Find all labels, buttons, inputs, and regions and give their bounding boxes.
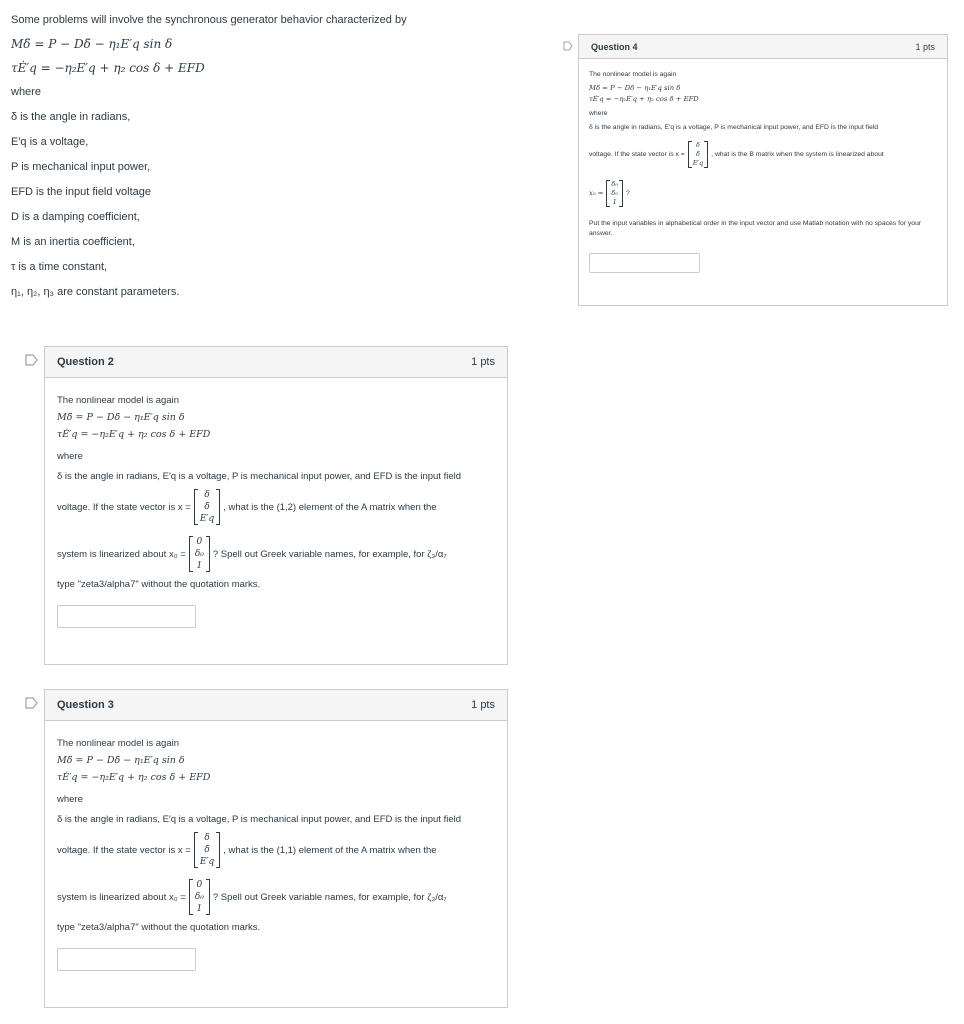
question-3-answer-input[interactable] xyxy=(57,948,196,971)
question-2-state-post: , what is the (1,2) element of the A matrix when the xyxy=(223,501,437,513)
question-3-lin-vector xyxy=(189,879,210,915)
question-4-body xyxy=(579,59,947,273)
question-3-definition: δ is the angle in radians, E′q is a voltage, P is mechanical input power, and EFD is the input field xyxy=(57,814,462,825)
question-2-card xyxy=(44,346,508,665)
bookmark-flag-icon xyxy=(25,697,38,709)
question-4-card xyxy=(578,34,948,306)
question-2-lin-pre: system is linearized about x₀ = xyxy=(57,548,186,560)
question-3-points: 1 pts xyxy=(471,699,495,711)
question-3-card xyxy=(44,689,508,1008)
intro-lead: Some problems will involve the synchronous generator behavior characterized by xyxy=(11,14,407,26)
question-4-points: 1 pts xyxy=(915,41,935,52)
state-vector-entry: E′q xyxy=(199,857,215,867)
question-4-lin-post: ? xyxy=(625,189,630,197)
question-2-body xyxy=(45,378,507,628)
question-2-equation-1: Mδ̈ = P − Dδ̇ − η₁E′q sin δ xyxy=(57,412,185,423)
question-2-answer-input[interactable] xyxy=(57,605,196,628)
intro-def-power: P is mechanical input power, xyxy=(11,161,151,173)
question-2-header xyxy=(45,347,507,378)
question-2-state-pre: voltage. If the state vector is x = xyxy=(57,501,191,513)
flag-question-2[interactable] xyxy=(25,354,38,366)
question-2-points: 1 pts xyxy=(471,356,495,368)
intro-def-inertia: M is an inertia coefficient, xyxy=(11,236,135,248)
lin-vector-entry: 1 xyxy=(196,904,203,914)
question-3-lin-post: ? Spell out Greek variable names, for example, for ζ₃/α₇ xyxy=(212,891,447,903)
state-vector-entry: E′q xyxy=(199,514,215,524)
question-3-equation-1: Mδ̈ = P − Dδ̇ − η₁E′q sin δ xyxy=(57,755,185,766)
question-3-lin-row xyxy=(57,872,495,922)
question-3-lead: The nonlinear model is again xyxy=(57,738,179,749)
question-4-state-vector xyxy=(688,141,708,168)
question-2-lead: The nonlinear model is again xyxy=(57,395,179,406)
question-2-title: Question 2 xyxy=(57,356,114,368)
question-3-state-vector xyxy=(194,832,220,868)
intro-def-time-constant: τ is a time constant, xyxy=(11,261,108,273)
question-4-state-post: , what is the B matrix when the system is linearized about xyxy=(711,150,884,158)
intro-where: where xyxy=(11,86,41,98)
question-3-state-row xyxy=(57,828,495,872)
question-3-equation-2: τĖ′q = −η₂E′q + η₂ cos δ + EFD xyxy=(57,772,211,783)
question-3-title: Question 3 xyxy=(57,699,114,711)
question-4-answer-input[interactable] xyxy=(589,253,700,273)
bookmark-flag-icon xyxy=(563,41,573,51)
question-2-state-row xyxy=(57,485,495,529)
lin-vector-entry: δ̇₀ xyxy=(611,188,618,197)
question-4-lin-row xyxy=(589,173,935,213)
state-vector-entry: δ̇ xyxy=(204,845,210,855)
intro-equation-2: τĖ′q = −η₂E′q + η₂ cos δ + EFD xyxy=(11,61,205,75)
state-vector-entry: δ̇ xyxy=(204,502,210,512)
question-4-instruction: Put the input variables in alphabetical order in the input vector and use Matlab notation with no spaces for your answer. xyxy=(589,220,922,237)
question-3-header xyxy=(45,690,507,721)
lin-vector-entry: 0 xyxy=(196,880,203,890)
lin-vector-entry: 1 xyxy=(612,197,617,206)
question-3-state-post: , what is the (1,1) element of the A matrix when the xyxy=(223,844,437,856)
state-vector-entry: δ̇ xyxy=(696,149,700,158)
lin-vector-entry: δ₀ xyxy=(611,179,618,188)
flag-question-4[interactable] xyxy=(563,41,573,51)
question-4-definition: δ is the angle in radians, E′q is a voltage, P is mechanical input power, and EFD is the input field xyxy=(589,124,879,131)
question-4-title: Question 4 xyxy=(591,41,638,52)
question-4-header xyxy=(579,35,947,59)
intro-def-field: EFD is the input field voltage xyxy=(11,186,152,198)
intro-def-voltage: E′q is a voltage, xyxy=(11,136,89,148)
intro-def-parameters: η₁, η₂, η₃ are constant parameters. xyxy=(11,286,180,298)
question-2-lin-row xyxy=(57,529,495,579)
state-vector-entry: δ xyxy=(204,490,210,500)
lin-vector-entry: 1 xyxy=(196,561,203,571)
question-4-state-pre: voltage. If the state vector is x = xyxy=(589,150,685,158)
question-2-lin-post: ? Spell out Greek variable names, for example, for ζ₃/α₇ xyxy=(212,548,447,560)
question-4-lin-vector xyxy=(606,180,623,207)
question-3-type-note: type "zeta3/alpha7" without the quotation marks. xyxy=(57,922,261,933)
question-3-body xyxy=(45,721,507,971)
state-vector-entry: δ xyxy=(204,833,210,843)
question-2-lin-vector xyxy=(189,536,210,572)
question-4-state-row xyxy=(589,135,935,173)
question-3-where: where xyxy=(57,794,83,805)
lin-vector-entry: δ₀ xyxy=(194,892,204,902)
intro-def-damping: D is a damping coefficient, xyxy=(11,211,140,223)
flag-question-3[interactable] xyxy=(25,697,38,709)
state-vector-entry: δ xyxy=(696,140,700,149)
question-4-lead: The nonlinear model is again xyxy=(589,71,677,78)
question-4-where: where xyxy=(589,110,608,117)
question-4-equation-2: τĖ′q = −η₂E′q + η₂ cos δ + EFD xyxy=(589,95,699,103)
question-4-lin-pre: x₀ = xyxy=(589,189,604,197)
lin-vector-entry: δ₀ xyxy=(194,549,204,559)
state-vector-entry: E′q xyxy=(692,158,704,167)
bookmark-flag-icon xyxy=(25,354,38,366)
question-2-type-note: type "zeta3/alpha7" without the quotation marks. xyxy=(57,579,261,590)
question-3-lin-pre: system is linearized about x₀ = xyxy=(57,891,186,903)
question-2-where: where xyxy=(57,451,83,462)
question-3-state-pre: voltage. If the state vector is x = xyxy=(57,844,191,856)
question-2-equation-2: τĖ′q = −η₂E′q + η₂ cos δ + EFD xyxy=(57,429,211,440)
intro-def-angle: δ is the angle in radians, xyxy=(11,111,131,123)
question-2-definition: δ is the angle in radians, E′q is a voltage, P is mechanical input power, and EFD is the input field xyxy=(57,471,462,482)
lin-vector-entry: 0 xyxy=(196,537,203,547)
question-4-equation-1: Mδ̈ = P − Dδ̇ − η₁E′q sin δ xyxy=(589,84,681,92)
intro-equation-1: Mδ̈ = P − Dδ̇ − η₁E′q sin δ xyxy=(11,37,173,51)
intro-section xyxy=(11,12,531,309)
question-2-state-vector xyxy=(194,489,220,525)
